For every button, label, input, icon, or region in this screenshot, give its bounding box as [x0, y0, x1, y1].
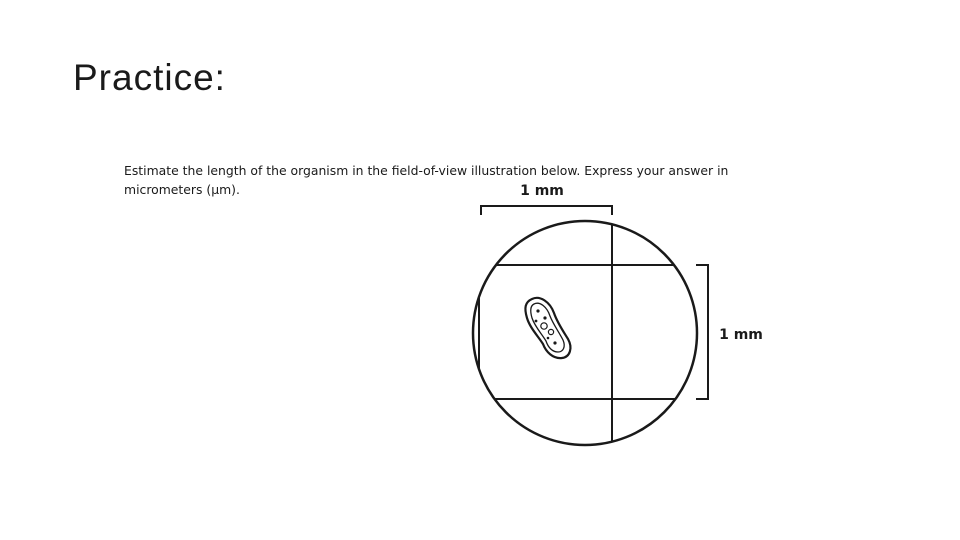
question-line-2: micrometers (µm).: [124, 182, 240, 197]
right-scale-label: 1 mm: [719, 327, 763, 343]
question-line-1: Estimate the length of the organism in the field-of-view illustration below. Express your answer in: [124, 163, 729, 178]
top-scale-bracket: [481, 206, 612, 215]
top-scale-label: 1 mm: [520, 183, 564, 199]
field-of-view-circle: [470, 218, 700, 448]
slide-title: Practice:: [73, 57, 226, 98]
